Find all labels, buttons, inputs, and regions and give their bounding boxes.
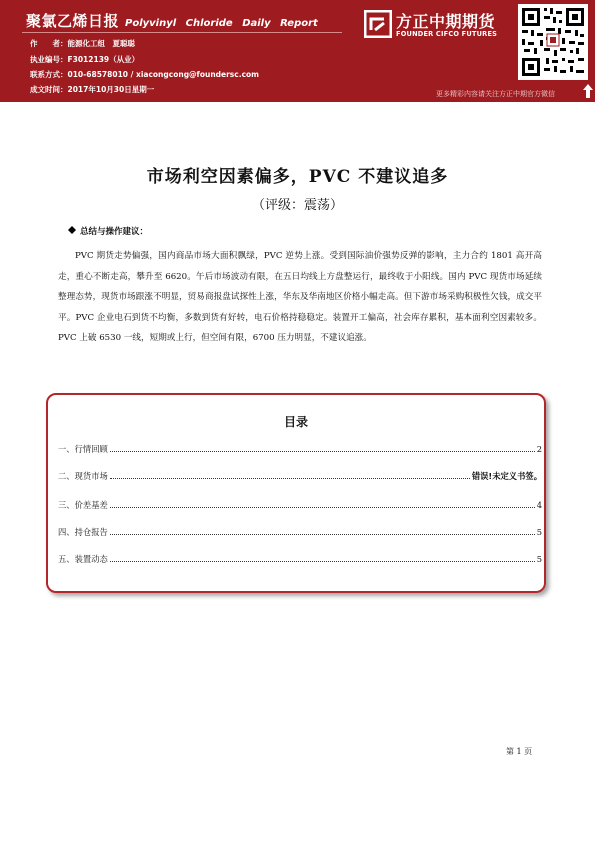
toc-leader-dots — [110, 499, 535, 508]
meta-license — [30, 54, 139, 65]
toc-title: 目录 — [283, 415, 308, 429]
toc-item-page: 错误!未定义书签。 — [471, 471, 542, 481]
toc-leader-dots — [110, 526, 535, 535]
meta-contact-value: 010-68578010 / xiacongcong@foundersc.com — [67, 70, 259, 79]
meta-date-value: 2017年10月30日星期一 — [67, 85, 155, 94]
diamond-bullet-icon — [68, 226, 76, 234]
meta-date-label: 成文时间： — [30, 85, 68, 94]
table-of-contents — [46, 393, 546, 593]
header-divider — [22, 32, 342, 33]
toc-item-label: 一、行情回顾 — [58, 444, 108, 454]
toc-item-position-report[interactable] — [58, 526, 542, 540]
meta-author-value: 能源化工组 夏聪聪 — [67, 39, 135, 48]
company-name-en: FOUNDER CIFCO FUTURES — [396, 30, 498, 38]
toc-leader-dots — [110, 470, 470, 479]
up-arrow-icon — [583, 84, 593, 98]
toc-item-spread-basis[interactable] — [58, 499, 542, 513]
toc-item-label: 五、装置动态 — [58, 554, 108, 564]
series-title-en: Polyvinyl Chloride Daily Report — [125, 18, 318, 29]
company-logo — [364, 9, 514, 45]
founder-logo-icon — [364, 10, 392, 38]
wechat-qr-code — [518, 4, 588, 80]
toc-item-label: 四、持仓报告 — [58, 527, 108, 537]
report-series-title — [26, 10, 318, 31]
toc-item-label: 三、价差基差 — [58, 500, 108, 510]
toc-item-spot-market[interactable] — [58, 470, 542, 484]
report-title: 市场利空因素偏多，PVC 不建议追多 — [146, 167, 449, 187]
meta-date — [30, 84, 154, 95]
toc-item-plant-dynamics[interactable] — [58, 553, 542, 567]
summary-paragraph: PVC 期货走势偏强，国内商品市场大面积飘绿，PVC 逆势上涨。受到国际油价强势反弹的影响，主力合约 1801 高开高走，重心不断走高，攀升至 6620。午后市场波动有限，在五日均线上方盘整运行，最终收于小阳线。国内 PVC 现货市场延续整理态势，现货市场跟涨不明显，贸易商报盘试探性上涨，华东及华南地区价格小幅走高。但下游市场采购积极性欠钱，成交平平。PVC 企业电石到货不均衡，多数到货有好转，电石价格持稳稳定。装置开工偏高，社会库存累积，基本面利空因素较多。PVC 上破 6530 一线，短期或上行，但空间有限，6700 压力明显，不建议追涨。 — [58, 251, 542, 343]
series-title-cn: 聚氯乙烯日报 — [26, 12, 120, 30]
report-header — [0, 0, 595, 102]
meta-contact — [30, 69, 259, 80]
meta-author-label: 作 者： — [30, 39, 68, 48]
wechat-promo-text: 更多精彩内容请关注方正中期官方微信 — [436, 90, 555, 98]
company-name-cn: 方正中期期货 — [396, 12, 496, 31]
summary-heading: 总结与操作建议： — [80, 227, 149, 237]
toc-item-page: 4 — [536, 500, 542, 510]
toc-leader-dots — [110, 553, 535, 562]
meta-contact-label: 联系方式： — [30, 70, 68, 79]
toc-item-label: 二、现货市场 — [58, 471, 108, 481]
toc-leader-dots — [110, 443, 535, 452]
toc-item-market-review[interactable] — [58, 443, 542, 457]
meta-author — [30, 38, 135, 49]
meta-license-value: F3012139（从业） — [67, 55, 140, 64]
report-rating: （评级：震荡） — [251, 198, 343, 213]
toc-item-page: 2 — [536, 444, 542, 454]
toc-item-page: 5 — [536, 527, 542, 537]
qr-code-icon — [518, 4, 588, 80]
toc-item-page: 5 — [536, 554, 542, 564]
meta-license-label: 执业编号： — [30, 55, 68, 64]
page-number: 第 1 页 — [506, 747, 533, 756]
